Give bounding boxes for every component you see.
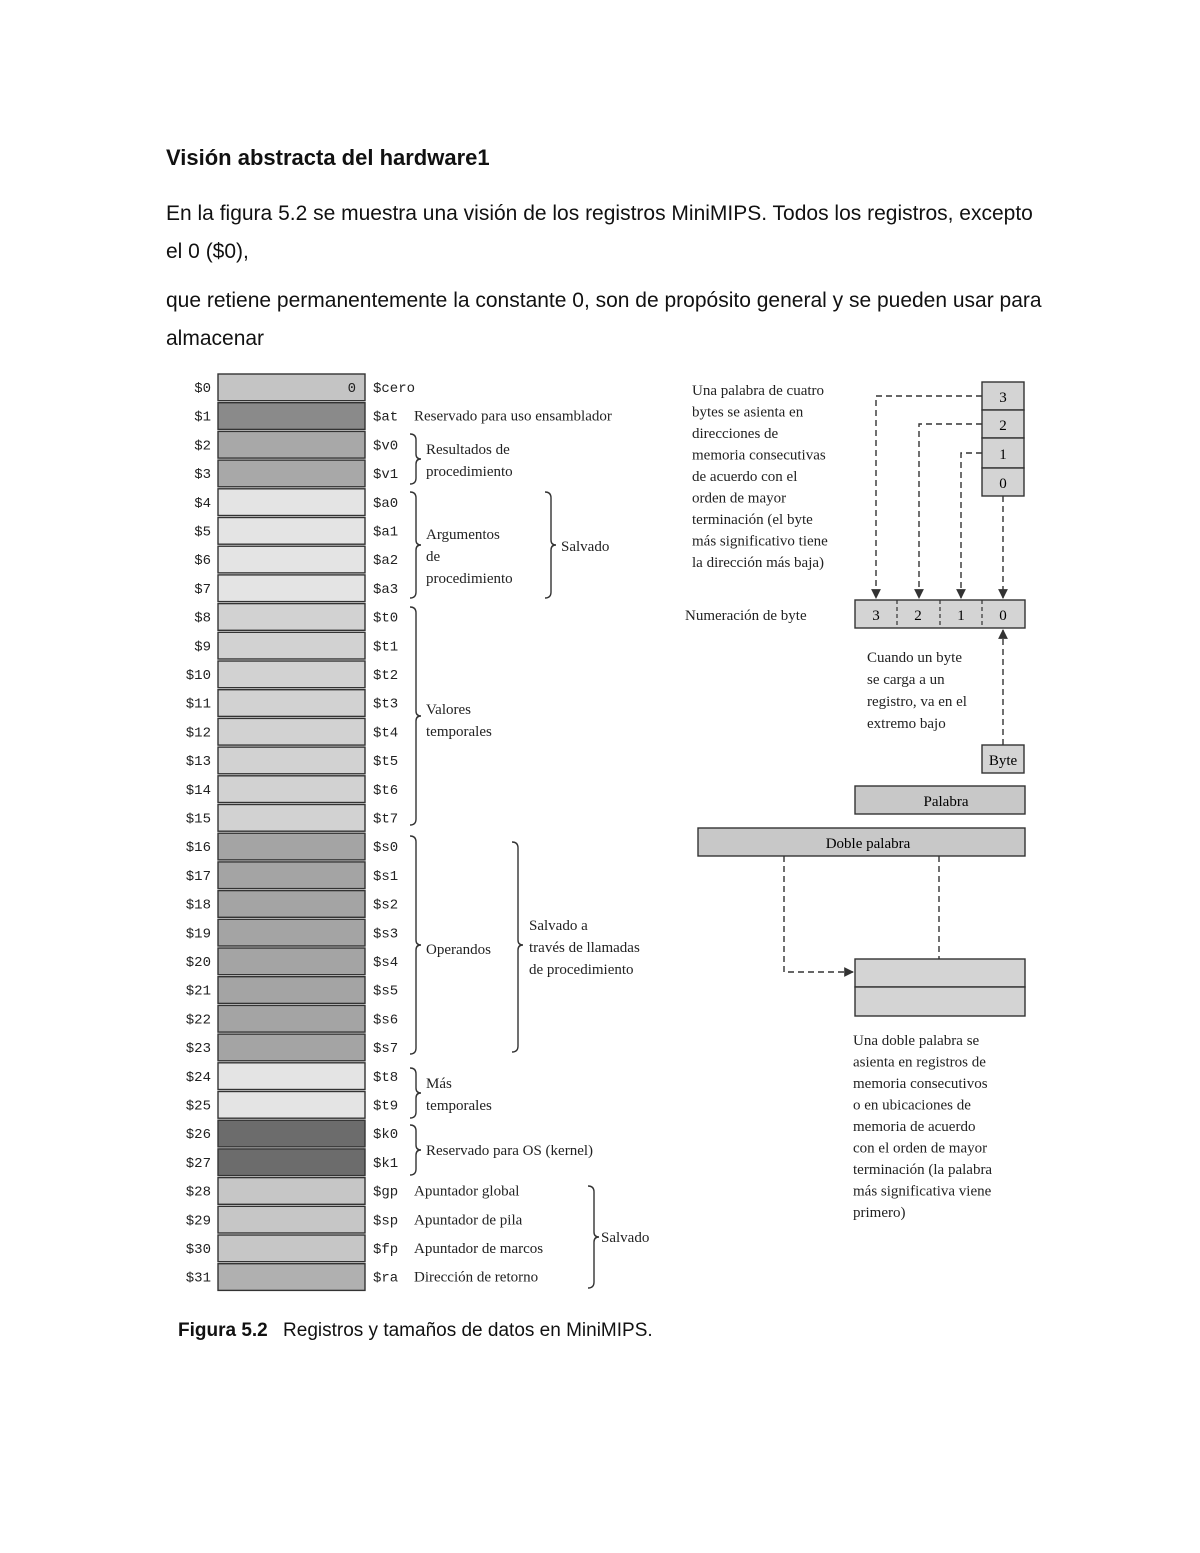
register-number: $15: [185, 811, 211, 828]
register-name: $k1: [373, 1155, 399, 1172]
group-label-results: Resultados de procedimiento: [426, 442, 513, 480]
register-row: [186, 919, 398, 946]
register-cell: [218, 718, 365, 745]
register-name: $a3: [373, 581, 399, 598]
arrow-byte-1: [961, 453, 982, 598]
register-description: Apuntador de marcos: [414, 1241, 544, 1257]
register-number: $23: [185, 1041, 211, 1058]
section-heading: Visión abstracta del hardware1: [166, 145, 490, 170]
register-number: $21: [185, 983, 211, 1000]
group-label-kernel: Reservado para OS (kernel): [426, 1143, 594, 1159]
brace-saved-pointers: [588, 1186, 599, 1288]
group-label-arguments: Argumentos de procedimiento: [426, 527, 513, 587]
register-cell: [218, 1178, 365, 1205]
register-name: $s7: [373, 1041, 399, 1058]
register-number: $9: [194, 639, 211, 656]
register-name: $gp: [373, 1184, 399, 1201]
register-row: [186, 1092, 398, 1119]
register-name: $s2: [373, 897, 399, 914]
register-name: $t4: [373, 725, 399, 742]
doubleword-note: [853, 1033, 996, 1221]
register-row: [194, 546, 398, 573]
brace-kernel: [410, 1125, 421, 1175]
register-cell: [218, 604, 365, 631]
arrow-byte-3: [876, 396, 982, 598]
register-number: $1: [194, 409, 211, 426]
register-number: $17: [185, 868, 211, 885]
saved-label-calls: Salvado a través de llamadas de procedimiento: [529, 918, 640, 978]
register-description: Apuntador de pila: [414, 1212, 523, 1229]
register-row: [186, 948, 398, 975]
register-cell: [218, 460, 365, 487]
register-row: [186, 1264, 538, 1291]
register-number: $13: [185, 754, 211, 771]
register-cell: [218, 403, 365, 430]
register-row: [186, 776, 398, 803]
register-row: [194, 604, 398, 631]
register-row: [186, 1149, 398, 1176]
byte-label: Byte: [988, 753, 1018, 769]
register-cell: [218, 1005, 365, 1032]
register-extra: [348, 381, 356, 397]
register-number: $0: [194, 381, 211, 397]
register-cell: [218, 374, 365, 401]
register-cell: [218, 518, 365, 545]
register-row: [186, 977, 398, 1004]
arrow-byte-2: [919, 424, 982, 598]
register-name: $fp: [373, 1242, 399, 1258]
byte-box: [982, 745, 1024, 773]
register-cell: [218, 431, 365, 458]
brace-results: [410, 434, 421, 484]
memory-byte-label: 2: [999, 418, 1007, 434]
register-cell: [218, 1092, 365, 1119]
saved-labels: [529, 539, 649, 1246]
register-cell: [218, 1120, 365, 1147]
brace-more-temporals: [410, 1068, 421, 1118]
register-row: [194, 632, 398, 659]
register-number: $30: [185, 1242, 211, 1258]
register-cell: [218, 948, 365, 975]
register-cell: [218, 1149, 365, 1176]
register-name: $t9: [373, 1098, 399, 1115]
register-name: $t1: [373, 639, 399, 656]
register-number: $6: [194, 553, 211, 570]
register-number: $28: [185, 1184, 211, 1201]
register-name: $s1: [373, 868, 399, 885]
doubleword-box: [698, 828, 1025, 856]
byte-number: 0: [999, 608, 1007, 624]
memory-bytes: [982, 382, 1024, 496]
word-label: Palabra: [923, 794, 969, 810]
register-row: [194, 403, 612, 430]
register-name: $k0: [373, 1127, 399, 1144]
register-row: [186, 661, 398, 688]
register-number: $16: [185, 840, 211, 857]
register-number: $19: [185, 926, 211, 943]
register-row: [186, 1034, 398, 1061]
register-row: [194, 575, 398, 602]
register-row: [186, 747, 398, 774]
register-cell: [218, 977, 365, 1004]
caption-label: Figura 5.2: [178, 1320, 268, 1341]
doubleword-label: Doble palabra: [825, 836, 911, 852]
caption-text: Registros y tamaños de datos en MiniMIPS.: [283, 1320, 653, 1341]
register-name: $s0: [373, 840, 399, 857]
register-name: $a2: [373, 553, 399, 570]
doubleword-registers: [855, 959, 1025, 1016]
register-name: $t6: [373, 782, 399, 799]
word-note: [692, 383, 832, 571]
brace-operands: [410, 836, 421, 1054]
register-name: $ra: [373, 1270, 399, 1287]
brace-saved-args: [545, 492, 556, 598]
register-name: $t0: [373, 610, 399, 627]
register-cell: [218, 833, 365, 860]
register-cell: [218, 489, 365, 516]
register-description: Dirección de retorno: [414, 1269, 539, 1286]
register-name: $t2: [373, 668, 399, 684]
register-cell: [218, 805, 365, 832]
register-row: [186, 862, 398, 889]
register-cell: [218, 1063, 365, 1090]
saved-braces: [512, 492, 599, 1288]
register-cell: [218, 690, 365, 717]
register-number: $8: [194, 610, 211, 627]
register-row: [186, 805, 398, 832]
body-paragraph-1: En la figura 5.2 se muestra una visión de los registros MiniMIPS. Todos los registros, excepto el 0 ($0),: [166, 202, 1033, 263]
byte-number: 2: [914, 608, 922, 624]
register-row: [194, 374, 415, 401]
register-number: $29: [185, 1213, 211, 1230]
register-number: $24: [185, 1069, 211, 1086]
group-braces: [410, 434, 421, 1175]
saved-label-args: Salvado: [561, 539, 610, 555]
saved-label-pointers: Salvado: [601, 1230, 650, 1246]
body-paragraph-2: que retiene permanentemente la constante 0, son de propósito general y se pueden usar para almacenar: [166, 289, 1042, 350]
register-name: $t5: [373, 754, 399, 771]
register-name: $s5: [373, 983, 399, 1000]
zero-value: 0: [347, 381, 356, 397]
register-row: [186, 690, 398, 717]
register-name: $t7: [373, 811, 399, 828]
register-cell: [218, 776, 365, 803]
byte-numbering-label: Numeración de byte: [685, 608, 807, 624]
memory-byte-label: 1: [999, 447, 1007, 463]
register-name: $t8: [373, 1069, 399, 1086]
byte-load-note: [867, 650, 971, 732]
register-name: $v1: [373, 467, 399, 484]
memory-byte-label: 0: [999, 476, 1007, 492]
register-number: $4: [194, 495, 211, 512]
register-cell: [218, 546, 365, 573]
brace-temporals: [410, 607, 421, 825]
byte-number: 1: [957, 608, 965, 624]
register-number: $11: [185, 696, 211, 713]
byte-numbering: [855, 600, 1025, 628]
register-number: $18: [185, 897, 211, 914]
register-number: $12: [185, 725, 211, 742]
register-cell: [218, 1206, 365, 1233]
register-cell: [218, 919, 365, 946]
register-row: [186, 891, 398, 918]
register-row: [186, 1120, 398, 1147]
register-number: $14: [185, 782, 211, 799]
register-name: $v0: [373, 438, 399, 455]
doubleword-register-low: [855, 987, 1025, 1016]
register-number: $25: [185, 1098, 211, 1115]
brace-arguments: [410, 492, 421, 598]
register-name: $a1: [373, 524, 399, 541]
register-number: $7: [194, 581, 211, 598]
brace-saved-calls: [512, 842, 523, 1052]
doubleword-note-text: Una doble palabra se asienta en registros de memoria consecutivos o en ubicaciones de memoria de acuerdo con el orden de mayor terminación (la palabra más significativa viene primero): [853, 1033, 993, 1221]
register-number: $2: [194, 438, 211, 455]
register-number: $20: [185, 955, 211, 971]
register-cell: [218, 575, 365, 602]
register-cell: [218, 891, 365, 918]
register-cell: [218, 661, 365, 688]
word-box: [855, 786, 1025, 814]
register-cell: [218, 1034, 365, 1061]
register-row: [186, 1235, 544, 1262]
register-row: [186, 718, 398, 745]
register-row: [194, 518, 398, 545]
register-name: $at: [373, 409, 399, 426]
group-label-temporals: Valores temporales: [426, 702, 492, 740]
register-name: $cero: [373, 381, 416, 397]
register-number: $26: [185, 1127, 211, 1144]
register-name: $s3: [373, 926, 399, 943]
register-row: [186, 1005, 398, 1032]
register-number: $5: [194, 524, 211, 541]
group-label-operands: Operandos: [426, 942, 491, 958]
register-row: [186, 833, 398, 860]
register-cell: [218, 747, 365, 774]
byte-load-note-text: Cuando un byte se carga a un registro, va en el extremo bajo: [867, 650, 967, 732]
register-row: [186, 1178, 520, 1205]
register-row: [194, 489, 398, 516]
register-row: [194, 431, 398, 458]
register-number: $10: [185, 668, 211, 684]
svg-text:Figura 5.2 Registros y t: [178, 1320, 653, 1341]
register-row: [194, 460, 398, 487]
register-name: $s4: [373, 955, 399, 971]
register-description: Reservado para uso ensamblador: [414, 408, 612, 425]
register-number: $22: [185, 1012, 211, 1029]
register-row: [186, 1063, 398, 1090]
register-name: $sp: [373, 1213, 399, 1230]
register-name: $a0: [373, 495, 399, 512]
group-label-more-temporals: Más temporales: [426, 1076, 492, 1114]
register-number: $31: [185, 1270, 211, 1287]
register-cell: [218, 862, 365, 889]
register-number: $3: [194, 467, 211, 484]
register-number: $27: [185, 1155, 211, 1172]
register-name: $s6: [373, 1012, 399, 1029]
doubleword-register-high: [855, 959, 1025, 987]
figure-caption: [178, 1320, 653, 1341]
register-cell: [218, 1264, 365, 1291]
register-name: $t3: [373, 696, 399, 713]
byte-number: 3: [872, 608, 880, 624]
memory-byte-label: 3: [999, 390, 1007, 406]
arrow-doubleword-high: [784, 856, 853, 972]
register-description: Apuntador global: [414, 1183, 520, 1200]
register-row: [186, 1206, 523, 1233]
word-note-text: Una palabra de cuatro bytes se asienta en direcciones de memoria consecutivas de acuerdo con el orden de mayor terminación (el byte más significativo tiene la dirección más baja): [692, 383, 828, 571]
register-cell: [218, 1235, 365, 1262]
register-cell: [218, 632, 365, 659]
